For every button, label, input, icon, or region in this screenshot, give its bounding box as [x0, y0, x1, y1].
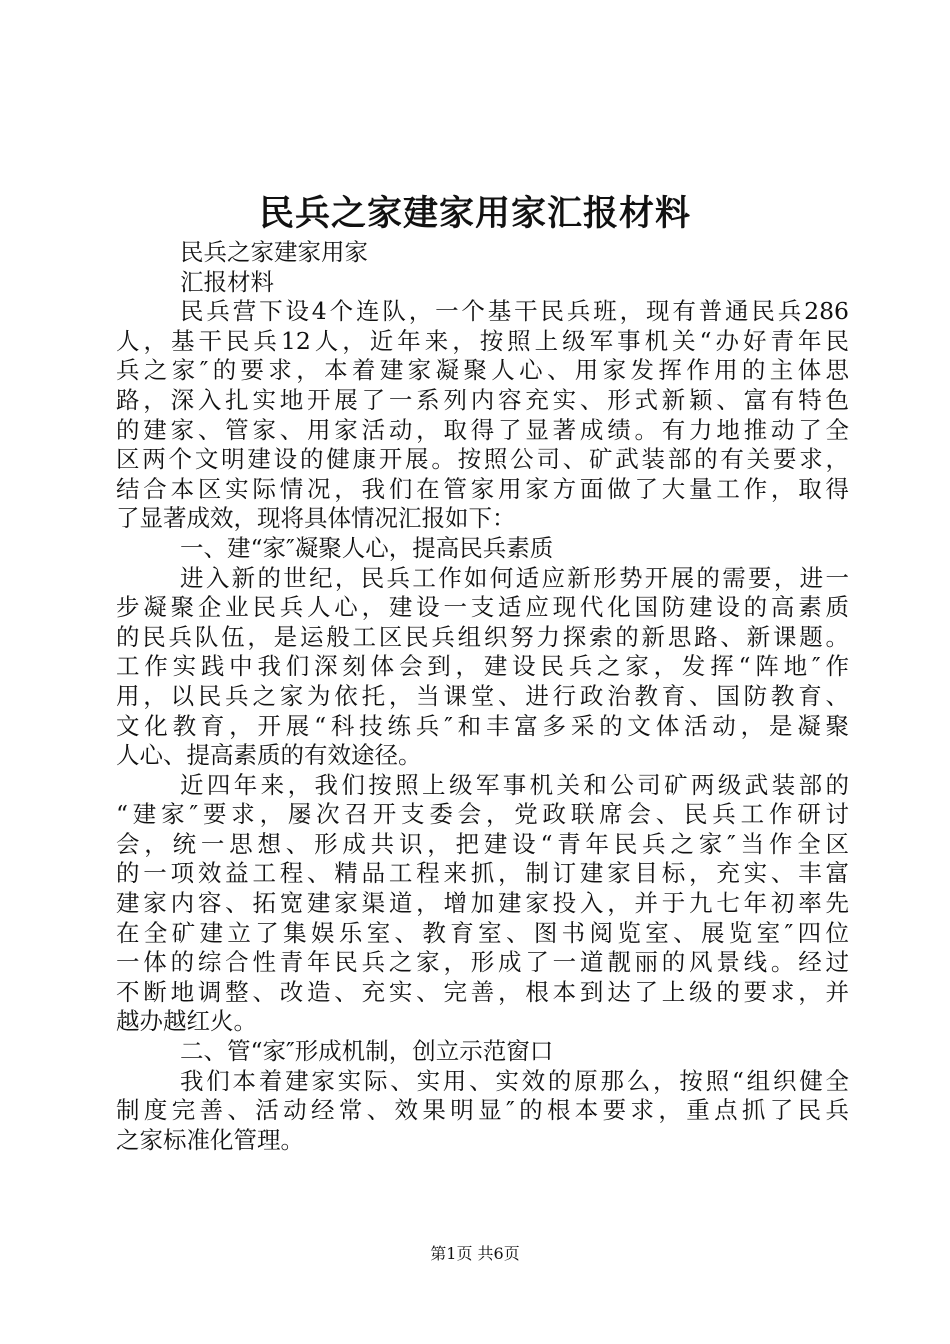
- text-line: 路，深入扎实地开展了一系列内容充实、形式新颖、富有特色: [116, 385, 849, 414]
- text-line: 区两个文明建设的健康开展。按照公司、矿武装部的有关要求，: [116, 445, 849, 474]
- document-title: 民兵之家建家用家汇报材料: [258, 193, 691, 234]
- paragraph: [116, 564, 849, 771]
- text-line: 民兵营下设4个连队，一个基干民兵班，现有普通民兵286: [180, 297, 849, 326]
- text-line: 一体的综合性青年民兵之家，形成了一道靓丽的风景线。经过: [116, 948, 849, 977]
- text-line: 越办越红火。: [116, 1007, 257, 1036]
- text-line: 人，基干民兵12人，近年来，按照上级军事机关“办好青年民: [116, 326, 849, 355]
- text-line: 会，统一思想、形成共识，把建设“青年民兵之家″当作全区: [116, 829, 849, 858]
- paragraph: [116, 1037, 849, 1067]
- text-line: 用，以民兵之家为依托，当课堂、进行政治教育、国防教育、: [116, 681, 849, 710]
- text-line: 的民兵队伍，是运般工区民兵组织努力探索的新思路、新课题。: [116, 622, 849, 651]
- text-line: 二、管“家″形成机制，创立示范窗口: [180, 1037, 554, 1066]
- text-line: 结合本区实际情况，我们在管家用家方面做了大量工作，取得: [116, 474, 849, 503]
- text-line: 不断地调整、改造、充实、完善，根本到达了上级的要求，并: [116, 977, 849, 1006]
- text-line: 在全矿建立了集娱乐室、教育室、图书阅览室、展览室″四位: [116, 918, 849, 947]
- paragraph: [116, 297, 849, 534]
- paragraph: [116, 238, 849, 268]
- text-line: 的建家、管家、用家活动，取得了显著成绩。有力地推动了全: [116, 415, 849, 444]
- text-line: 建家内容、拓宽建家渠道，增加建家投入，并于九七年初率先: [116, 889, 849, 918]
- text-line: 兵之家″的要求，本着建家凝聚人心、用家发挥作用的主体思: [116, 356, 849, 385]
- text-line: “建家″要求，屡次召开支委会，党政联席会、民兵工作研讨: [116, 800, 849, 829]
- text-line: 进入新的世纪，民兵工作如何适应新形势开展的需要，进一: [180, 563, 849, 592]
- text-line: 工作实践中我们深刻体会到，建设民兵之家，发挥“阵地″作: [116, 652, 849, 681]
- paragraph: [116, 1067, 849, 1156]
- text-line: 的一项效益工程、精品工程来抓，制订建家目标，充实、丰富: [116, 859, 849, 888]
- text-line: 民兵之家建家用家: [180, 238, 368, 266]
- text-line: 制度完善、活动经常、效果明显″的根本要求，重点抓了民兵: [116, 1096, 849, 1125]
- text-line: 我们本着建家实际、实用、实效的原那么，按照“组织健全: [180, 1066, 849, 1095]
- text-line: 步凝聚企业民兵人心，建设一支适应现代化国防建设的高素质: [116, 593, 849, 622]
- text-line: 人心、提高素质的有效途径。: [116, 741, 422, 770]
- text-line: 汇报材料: [180, 267, 274, 296]
- paragraph: [116, 268, 849, 298]
- document-body: [116, 238, 849, 1155]
- text-line: 一、建“家″凝聚人心，提高民兵素质: [180, 533, 554, 562]
- text-line: 近四年来，我们按照上级军事机关和公司矿两级武装部的: [180, 770, 849, 799]
- paragraph: [116, 534, 849, 564]
- text-line: 了显著成效，现将具体情况汇报如下：: [116, 504, 516, 533]
- page-footer: 第1页 共6页: [430, 1244, 520, 1263]
- text-line: 之家标准化管理。: [116, 1125, 304, 1154]
- paragraph: [116, 771, 849, 1037]
- text-line: 文化教育，开展“科技练兵″和丰富多采的文体活动，是凝聚: [116, 711, 849, 740]
